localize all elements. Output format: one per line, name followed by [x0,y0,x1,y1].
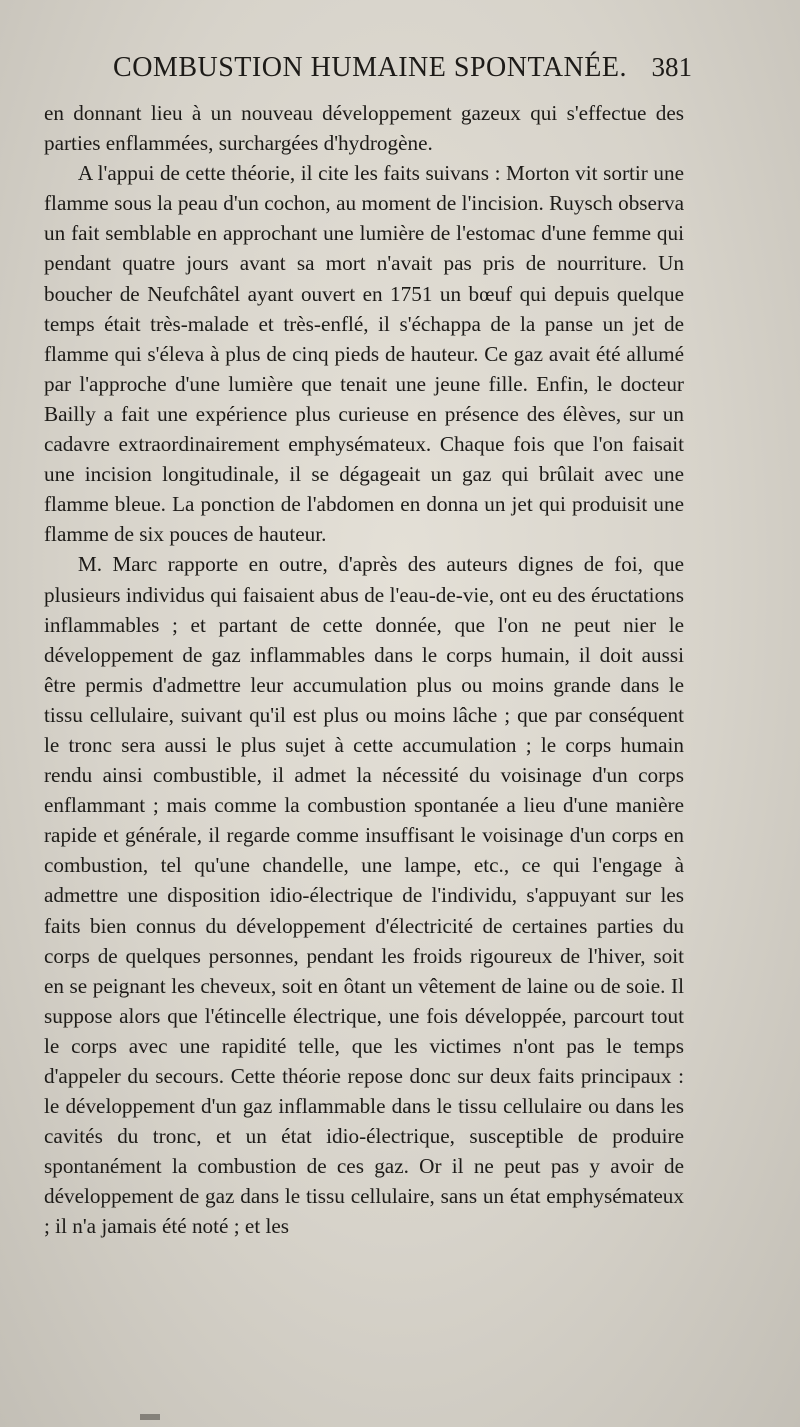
paragraph-marc: M. Marc rapporte en outre, d'après des auteurs dignes de foi, que plusieurs individus qui faisaient abus de l'eau-de-vie, ont eu des éructations inflammables ; et partant de cette donnée, que l'on ne peut nier le développement de gaz inflammables dans le corps humain, il doit aussi être permis d'admettre leur accumulation plus ou moins grande dans le tissu cellulaire, suivant qu'il est plus ou moins lâche ; que par conséquent le tronc sera aussi le plus sujet à cette accumulation ; le corps humain rendu ainsi combustible, il admet la nécessité du voisinage d'un corps enflammant ; mais comme la combustion spontanée a lieu d'une manière rapide et générale, il regarde comme insuffisant le voisinage d'un corps en combustion, tel qu'une chandelle, une lampe, etc., ce qui l'engage à admettre une disposition idio-électrique de l'individu, s'appuyant sur les faits bien connus du développement d'électricité de certaines parties du corps de quelques personnes, pendant les froids rigoureux de l'hiver, soit en se peignant les cheveux, soit en ôtant un vêtement de laine ou de soie. Il suppose alors que l'étincelle électrique, une fois développée, parcourt tout le corps avec une rapidité telle, que les victimes n'ont pas le temps d'appeler du secours. Cette théorie repose donc sur deux faits principaux : le développement d'un gaz inflammable dans le tissu cellulaire ou dans les cavités du tronc, et un état idio-électrique, susceptible de produire spontanément la combustion de ces gaz. Or il ne peut pas y avoir de développement de gaz dans le tissu cellulaire, sans un état emphysémateux ; il n'a jamais été noté ; et les [44,552,684,1239]
print-mark [140,1414,160,1420]
body-text [44,98,684,1242]
paragraph-theory-facts: A l'appui de cette théorie, il cite les faits suivans : Morton vit sortir une flamme sous la peau d'un cochon, au moment de l'incision. Ruysch observa un fait semblable en approchant une lumière de l'estomac d'une femme qui pendant quatre jours avant sa mort n'avait pas pris de nourriture. Un boucher de Neufchâtel ayant ouvert en 1751 un bœuf qui depuis quelque temps était très-malade et très-enflé, il s'échappa de la panse un jet de flamme qui s'éleva à plus de cinq pieds de hauteur. Ce gaz avait été allumé par l'approche d'une lumière que tenait une jeune fille. Enfin, le docteur Bailly a fait une expérience plus curieuse en présence des élèves, sur un cadavre extraordinairement emphysémateux. Chaque fois que l'on faisait une incision longitudinale, il se dégageait un gaz qui brûlait avec une flamme bleue. La ponction de l'abdomen en donna un jet qui produisit une flamme de six pouces de hauteur. [44,161,684,547]
page-number: 381 [651,52,692,82]
page-header [48,52,692,92]
paragraph-continued: en donnant lieu à un nouveau développement gazeux qui s'effectue des parties enflammées, surchargées d'hydrogène. [44,101,684,156]
running-title: COMBUSTION HUMAINE SPONTANÉE. [113,52,627,83]
